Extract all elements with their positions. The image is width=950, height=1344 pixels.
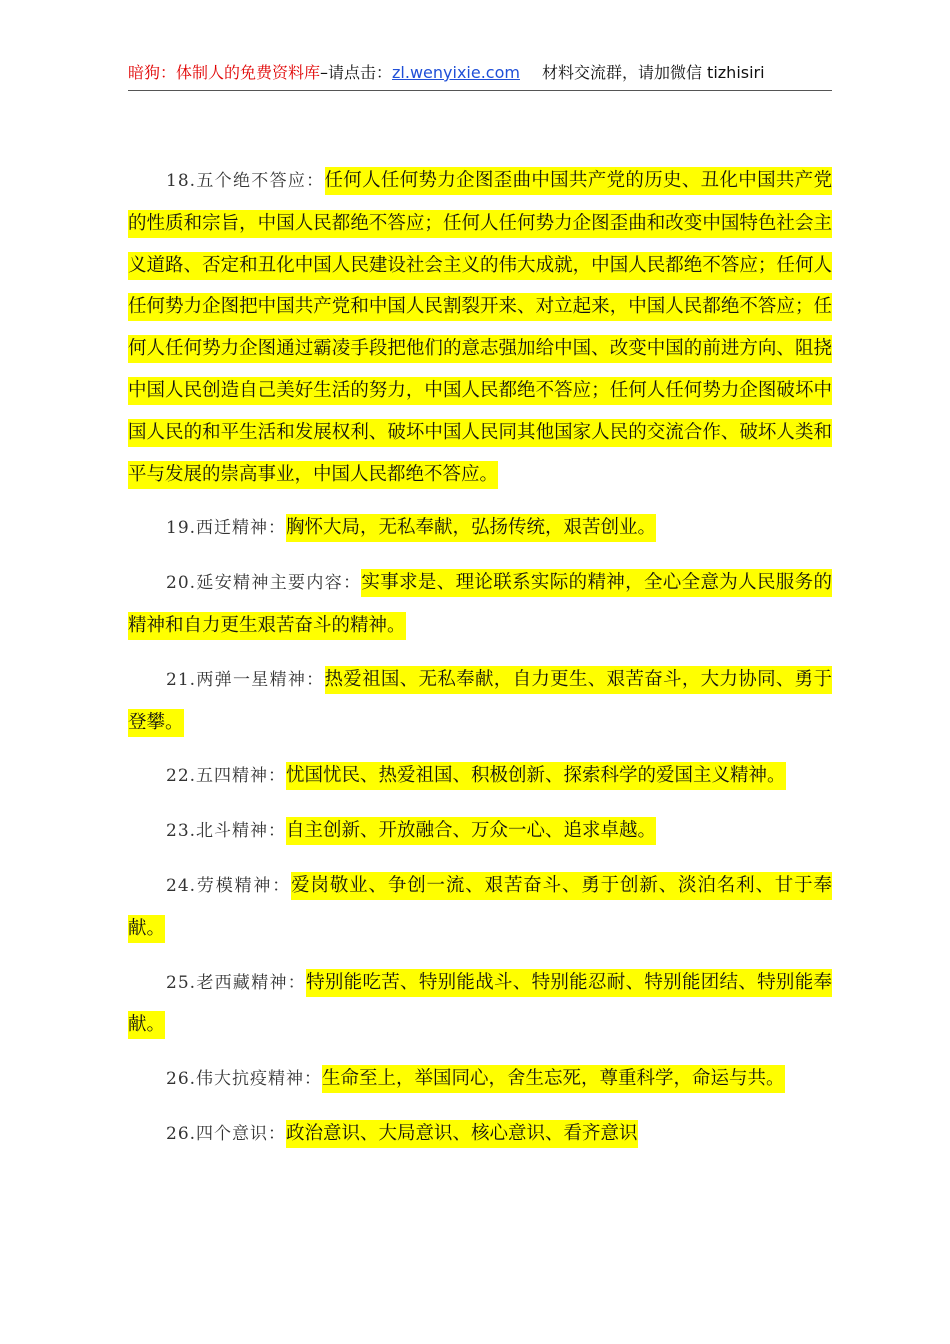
item-label: 22.五四精神： — [166, 766, 287, 787]
header-brand: 暗狗：体制人的免费资料库 — [128, 63, 321, 82]
list-item — [128, 810, 832, 853]
list-item — [128, 659, 832, 744]
item-label: 26.四个意识： — [166, 1123, 287, 1144]
list-item — [128, 1113, 832, 1156]
highlighted-text: 实事求是、理论联系实际的精神，全心全意为人民服务的精神和自力更生艰苦奋斗的精神。 — [128, 569, 832, 640]
highlighted-text: 特别能吃苦、特别能战斗、特别能忍耐、特别能团结、特别能奉献。 — [128, 969, 832, 1040]
item-label: 25.老西藏精神： — [166, 972, 307, 993]
item-label: 23.北斗精神： — [166, 821, 287, 842]
highlighted-text: 忧国忧民、热爱祖国、积极创新、探索科学的爱国主义精神。 — [286, 762, 786, 790]
highlighted-text: 政治意识、大局意识、核心意识、看齐意识 — [286, 1120, 638, 1148]
list-item — [128, 562, 832, 647]
item-label: 24.劳模精神： — [166, 875, 292, 896]
list-item — [128, 1058, 832, 1101]
list-item — [128, 865, 832, 950]
highlighted-text: 胸怀大局，无私奉献，弘扬传统，艰苦创业。 — [286, 514, 656, 542]
header-link[interactable]: zl.wenyixie.com — [392, 63, 520, 82]
list-item — [128, 507, 832, 550]
item-label: 26.伟大抗疫精神： — [166, 1069, 323, 1090]
item-label: 21.两弹一星精神： — [166, 669, 325, 690]
page-header — [128, 62, 832, 91]
highlighted-text: 爱岗敬业、争创一流、艰苦奋斗、勇于创新、淡泊名利、甘于奉献。 — [128, 872, 832, 943]
item-label: 19.西迁精神： — [166, 518, 287, 539]
item-label: 18.五个绝不答应： — [166, 171, 325, 191]
list-item — [128, 962, 832, 1047]
header-wechat: 材料交流群，请加微信 tizhisiri — [541, 63, 765, 82]
list-item — [128, 160, 832, 495]
list-item — [128, 755, 832, 798]
document-body — [128, 160, 832, 1168]
highlighted-text: 任何人任何势力企图歪曲中国共产党的历史、丑化中国共产党的性质和宗旨，中国人民都绝不答应；任何人任何势力企图歪曲和改变中国特色社会主义道路、否定和丑化中国人民建设社会主义的伟大成就，中国人民都绝不答应；任何人任何势力企图把中国共产党和中国人民割裂开来、对立起来，中国人民都绝不答应；任何人任何势力企图通过霸凌手段把他们的意志强加给中国、改变中国的前进方向、阻挠中国人民创造自己美好生活的努力，中国人民都绝不答应；任何人任何势力企图破坏中国人民的和平生活和发展权利、破坏中国人民同其他国家人民的交流合作、破坏人类和平与发展的崇高事业，中国人民都绝不答应。 — [128, 167, 832, 489]
item-label: 20.延安精神主要内容： — [166, 573, 362, 594]
highlighted-text: 热爱祖国、无私奉献，自力更生、艰苦奋斗，大力协同、勇于登攀。 — [128, 666, 832, 737]
highlighted-text: 生命至上，举国同心，舍生忘死，尊重科学，命运与共。 — [322, 1065, 785, 1093]
header-click-prompt: –请点击： — [320, 63, 393, 82]
highlighted-text: 自主创新、开放融合、万众一心、追求卓越。 — [286, 817, 656, 845]
